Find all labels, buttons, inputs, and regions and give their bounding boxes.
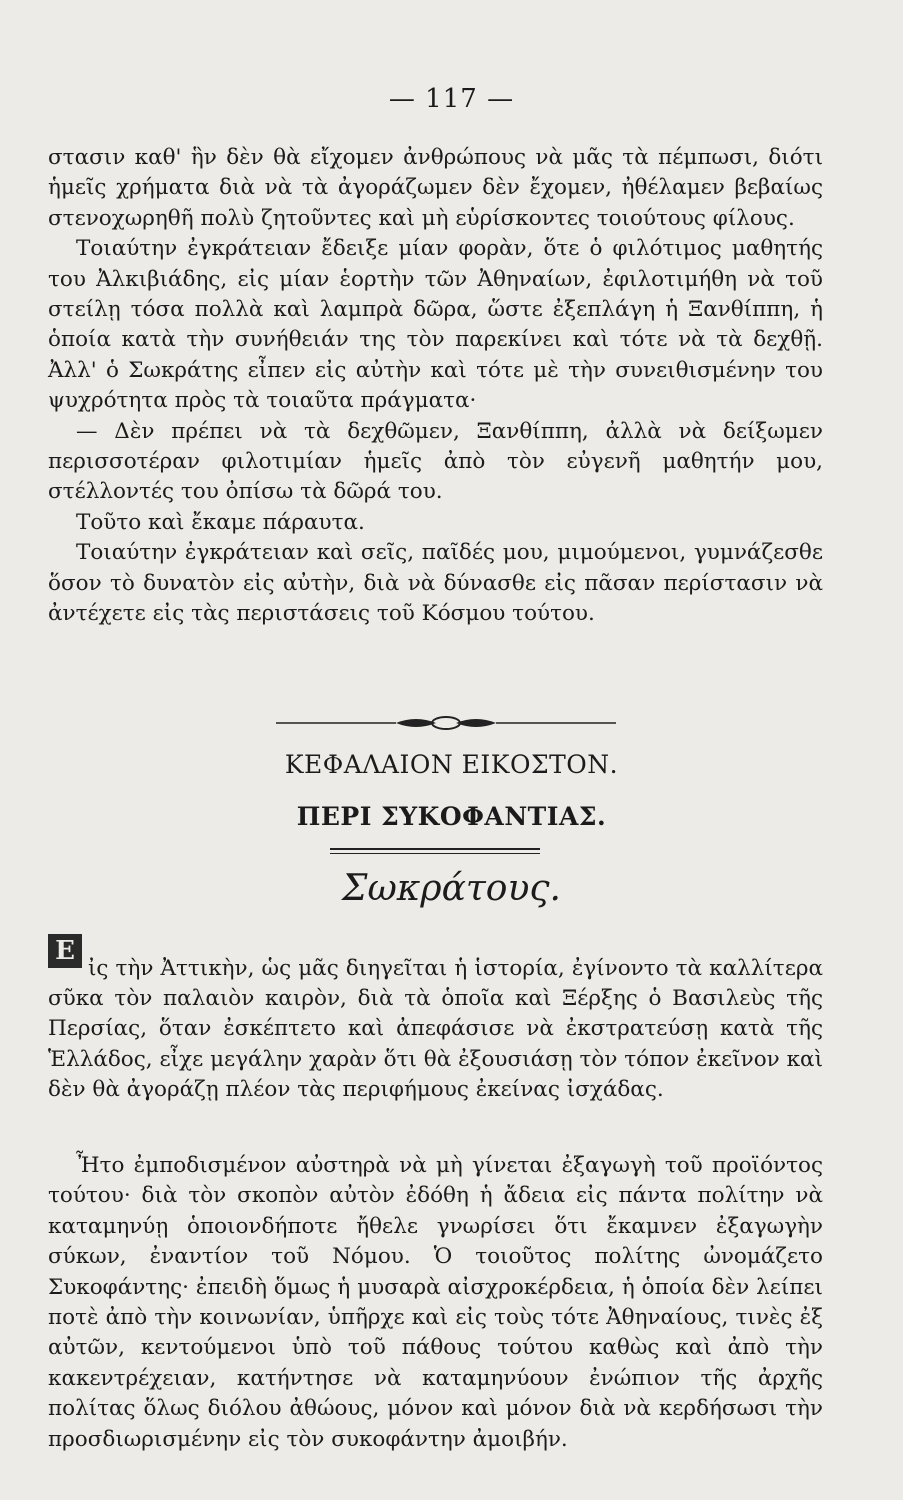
paragraph-continued: στασιν καθ' ἣν δὲν θὰ εἴχομεν ἀνθρώπους νὰ μᾶς τὰ πέμπωσι, διότι ἡμεῖς χρήματα διὰ νὰ τὰ ἀγοράζωμεν δὲν ἔχομεν, ἠθέλαμεν βεβαίως στενοχωρηθῆ πολὺ ζητοῦντες καὶ μὴ εὑρίσκοντες τοιούτους φίλους. bbox=[48, 145, 823, 231]
paragraph-alcibiades: Τοιαύτην ἐγκράτειαν ἔδειξε μίαν φορὰν, ὅτε ὁ φιλότιμος μαθητής του Ἀλκιβιάδης, εἰς μίαν ἑορτὴν τῶν Ἀθηναίων, ἐφιλοτιμήθη νὰ τοῦ στείλῃ τόσα πολλὰ καὶ λαμπρὰ δῶρα, ὥστε ἐξεπλάγη ἡ Ξανθίππη, ἡ ὁποία κατὰ τὴν συνήθειάν της τὸν παρεκίνει καὶ τότε νὰ τὰ δεχθῇ. Ἀλλ' ὁ Σωκράτης εἶπεν εἰς αὐτὴν καὶ τότε μὲ τὴν συνειθισμένην του ψυχρότητα πρὸς τὰ τοιαῦτα πράγματα· bbox=[48, 236, 823, 414]
top-text-block bbox=[48, 143, 823, 630]
paragraph-attica: ἰς τὴν Ἀττικὴν, ὡς μᾶς διηγεῖται ἡ ἱστορία, ἐγίνοντο τὰ καλλίτερα σῦκα τὸν παλαιὸν καιρὸν, διὰ τὰ ὁποῖα καὶ Ξέρξης ὁ Βασιλεὺς τῆς Περσίας, ὅταν ἐσκέπτετο καὶ ἀπεφάσισε νὰ ἐκστρατεύσῃ κατὰ τῆς Ἑλλάδος, εἶχε μεγάλην χαρὰν ὅτι θὰ ἐξουσιάσῃ τὸν τόπον ἐκεῖνον καὶ δὲν θὰ ἀγοράζῃ πλέον τὰς περιφήμους ἐκείνας ἰσχάδας. bbox=[48, 955, 823, 1103]
chapter-subtitle: ΠΕΡΙ ΣΥΚΟΦΑΝΤΙΑΣ. bbox=[296, 802, 607, 831]
body-text-block bbox=[48, 932, 823, 1127]
page-number: — 117 — bbox=[388, 84, 515, 114]
double-rule bbox=[330, 848, 540, 854]
ornamental-divider bbox=[276, 713, 616, 733]
paragraph-dialogue: — Δὲν πρέπει νὰ τὰ δεχθῶμεν, Ξανθίππη, ἀλλὰ νὰ δείξωμεν περισσοτέραν φιλοτιμίαν ἡμεῖς ἀπὸ τὸν εὐγενῆ μαθητήν μου, στέλλοντές του ὀπίσω τὰ δῶρά του. bbox=[48, 418, 823, 505]
chapter-title: ΚΕΦΑΛΑΙΟΝ ΕΙΚΟΣΤΟΝ. bbox=[284, 750, 619, 779]
body-text-block-2 bbox=[48, 1151, 823, 1455]
drop-cap: Ε bbox=[48, 934, 82, 968]
paragraph-short: Τοῦτο καὶ ἔκαμε πάραυτα. bbox=[76, 509, 365, 535]
section-title: Σωκράτους. bbox=[342, 868, 561, 909]
paragraph-moral: Τοιαύτην ἐγκράτειαν καὶ σεῖς, παῖδές μου, μιμούμενοι, γυμνάζεσθε ὅσον τὸ δυνατὸν εἰς αὐτὴν, διὰ νὰ δύνασθε εἰς πᾶσαν περίστασιν νὰ ἀντέχετε εἰς τὰς περιστάσεις τοῦ Κόσμου τούτου. bbox=[48, 540, 823, 627]
paragraph-sycophant: Ἦτο ἐμποδισμένον αὐστηρὰ νὰ μὴ γίνεται ἐξαγωγὴ τοῦ προϊόντος τούτου· διὰ τὸν σκοπὸν αὐτὸν ἐδόθη ἡ ἄδεια εἰς πάντα πολίτην νὰ καταμηνύῃ ὁποιονδήποτε ἤθελε γνωρίσει ὅτι ἔκαμνεν ἐξαγωγὴν σύκων, ἐναντίον τοῦ Νόμου. Ὁ τοιοῦτος πολίτης ὠνομάζετο Συκοφάντης· ἐπειδὴ ὅμως ἡ μυσαρὰ αἰσχροκέρδεια, ἡ ὁποία δὲν λείπει ποτὲ ἀπὸ τὴν κοινωνίαν, ὑπῆρχε καὶ εἰς τοὺς τότε Ἀθηναίους, τινὲς ἐξ αὐτῶν, κεντούμενοι ὑπὸ τοῦ πάθους τούτου καθὼς καὶ ἀπὸ τὴν κακεντρέχειαν, κατήντησε νὰ καταμηνύουν ἐνώπιον τῆς ἀρχῆς πολίτας ὅλως διόλου ἀθώους, μόνον καὶ μόνον διὰ νὰ κερδήσωσι τὴν προσδιωρισμένην εἰς τὸν συκοφάντην ἀμοιβήν. bbox=[48, 1153, 823, 1452]
